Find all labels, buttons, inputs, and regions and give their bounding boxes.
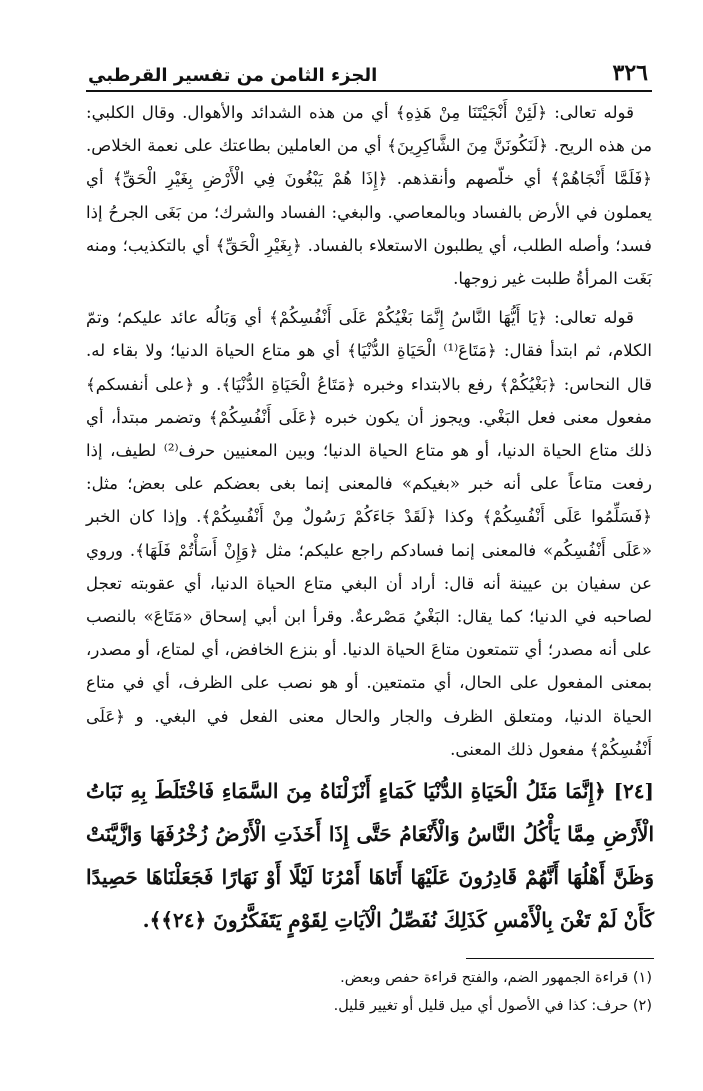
footnote: (١) قراءة الجمهور الضم، والفتح قراءة حفص وبعض. bbox=[340, 970, 652, 986]
quran-verse-text: ﴿إِنَّمَا مَثَلُ الْحَيَاةِ الدُّنْيَا كَمَاءٍ أَنْزَلْنَاهُ مِنَ السَّمَاءِ فَاخْتَلَطَ بِهِ نَبَاتُ الْأَرْضِ مِمَّا يَأْكُلُ النَّاسُ وَالْأَنْعَامُ حَتَّى إِذَا أَخَذَتِ الْأَرْضُ زُخْرُفَهَا وَازَّيَّنَتْ وَظَنَّ أَهْلُهَا أَنَّهُمْ قَادِرُونَ عَلَيْهَا أَتَاهَا أَمْرُنَا لَيْلًا أَوْ نَهَارًا فَجَعَلْنَاهَا حَصِيدًا كَأَنْ لَمْ تَغْنَ بِالْأَمْسِ كَذَلِكَ نُفَصِّلُ الْآيَاتِ لِقَوْمٍ يَتَفَكَّرُونَ ﴿٢٤﴾﴾. bbox=[86, 779, 654, 932]
paragraph: قوله تعالى: ﴿يَا أَيُّهَا النَّاسُ إِنَّمَا بَغْيُكُمْ عَلَى أَنْفُسِكُمْ﴾ أي وَبَالُه عائد عليكم؛ وتمّ الكلام، ثم ابتدأ فقال: ﴿مَتَاعَ⁽¹⁾ الْحَيَاةِ الدُّنْيَا﴾ أي هو متاع الحياة الدنيا؛ ولا بقاء له. قال النحاس: ﴿بَغْيُكُمْ﴾ رفع بالابتداء وخبره ﴿مَتَاعُ الْحَيَاةِ الدُّنْيَا﴾. و ﴿على أنفسكم﴾ مفعول معنى فعل البَغْي. ويجوز أن يكون خبره ﴿عَلَى أَنْفُسِكُمْ﴾ وتضمر مبتدأ، أي ذلك متاع الحياة الدنيا، أو هو متاع الحياة الدنيا؛ وبين المعنيين حرف⁽²⁾ لطيف، إذا رفعت متاعاً على أنه خبر «بغيكم» فالمعنى إنما بغى بعضكم على بعض؛ مثل: ﴿فَسَلِّمُوا عَلَى أَنْفُسِكُمْ﴾ وكذا ﴿لَقَدْ جَاءَكُمْ رَسُولٌ مِنْ أَنْفُسِكُمْ﴾. وإذا كان الخبر «عَلَى أَنْفُسِكُم» فالمعنى إنما فسادكم راجع عليكم؛ مثل ﴿وَإِنْ أَسَأْتُمْ فَلَهَا﴾. وروي عن سفيان بن عيينة أنه قال: أراد أن البغي متاع الحياة الدنيا، أي عقوبته تعجل لصاحبه في الدنيا؛ كما يقال: البَغْيُ مَصْرعةٌ. وقرأ ابن أبي إسحاق «مَتَاعَ» بالنصب على أنه مصدر؛ أي تتمتعون متاعَ الحياة الدنيا. أو بنزع الخافض، أي لمتاع، أو مصدر، بمعنى المفعول على الحال، أي متمتعين. أو هو نصب على الظرف، أي في متاع الحياة الدنيا، ومتعلق الظرف والجار والحال معنى الفعل في البغي. و ﴿عَلَى أَنْفُسِكُمْ﴾ مفعول ذلك المعنى. bbox=[86, 308, 653, 759]
running-title: الجزء الثامن من تفسير القرطبي bbox=[88, 65, 378, 86]
page-number: ٣٢٦ bbox=[612, 60, 648, 86]
footnotes bbox=[86, 964, 652, 1020]
header-rule bbox=[86, 90, 652, 92]
footnote-rule bbox=[466, 958, 654, 959]
page-header bbox=[88, 52, 648, 86]
quran-verse-block bbox=[86, 770, 654, 942]
paragraph: قوله تعالى: ﴿لَئِنْ أَنْجَيْتَنَا مِنْ هَذِهِ﴾ أي من هذه الشدائد والأهوال. وقال الكلبي: من هذه الريح. ﴿لَنَكُونَنَّ مِنَ الشَّاكِرِينَ﴾ أي من العاملين بطاعتك على نعمة الخلاص. ﴿فَلَمَّا أَنْجَاهُمْ﴾ أي خلّصهم وأنقذهم. ﴿إِذَا هُمْ يَبْغُونَ فِي الْأَرْضِ بِغَيْرِ الْحَقِّ﴾ أي يعملون في الأرض بالفساد وبالمعاصي. والبغي: الفساد والشرك؛ من بَغَى الجرحُ إذا فسد؛ وأصله الطلب، أي يطلبون الاستعلاء بالفساد. ﴿بِغَيْرِ الْحَقِّ﴾ أي بالتكذيب؛ ومنه بَغَت المرأةُ طلبت غير زوجها. bbox=[86, 103, 652, 289]
footnote: (٢) حرف: كذا في الأصول أي ميل قليل أو تغيير قليل. bbox=[333, 998, 652, 1014]
commentary-text bbox=[86, 96, 652, 766]
verse-number-label: [٢٤] bbox=[613, 779, 654, 803]
